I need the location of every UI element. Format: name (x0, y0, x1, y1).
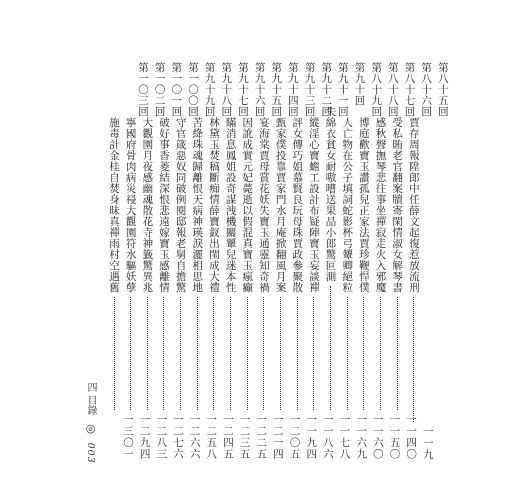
chapter-title-first: 瞞消息鳳姐設奇謀 (224, 117, 237, 205)
chapter-number: 第一〇三回 (137, 62, 149, 117)
page-number: 一三〇一 (122, 414, 134, 460)
footer-page-number: 003 (85, 442, 96, 464)
chapter-title-first: 林黛玉焚稿斷痴情 (207, 117, 220, 205)
page-number: 一一五〇 (388, 414, 401, 460)
page-number: 一一六〇 (371, 414, 384, 460)
chapter-title-second: 正家法賈珍鞭悍僕 (357, 205, 370, 293)
chapter-number: 第九十三回 (303, 62, 316, 117)
dot-leader (363, 297, 364, 410)
chapter-title-first: 甄家僕投靠賈家門 (274, 117, 287, 205)
page-number: 一一七八 (338, 414, 351, 460)
chapter-number: 第八十七回 (403, 62, 416, 117)
dot-leader (280, 297, 281, 410)
chapter-title-first: 失綿衣貧女耐嗷嘈 (324, 106, 337, 194)
chapter-number: 第九十九回 (203, 62, 216, 117)
dot-leader (213, 297, 214, 410)
dot-leader (180, 297, 181, 410)
dot-leader (230, 297, 231, 410)
dot-leader (330, 286, 331, 410)
chapter-title-first: 感秋聲撫琴悲往事 (374, 117, 387, 205)
chapter-title-second: 薛寶釵出閨成大禮 (207, 205, 220, 293)
chapter-number: 第九十回 (353, 62, 366, 106)
table-of-contents (108, 62, 449, 460)
chapter-number: 第八十六回 (420, 62, 433, 117)
page-number: 一一四〇 (405, 414, 418, 460)
chapter-title-second: 薛文起復惹放流刑 (407, 205, 420, 293)
dot-leader (397, 297, 398, 410)
chapter-title-second: 洩機關顰兒迷本性 (224, 205, 237, 293)
dot-leader (413, 297, 414, 422)
chapter-number: 第一〇〇回 (186, 62, 199, 117)
chapter-title-second: 送果品小郎驚叵測 (324, 194, 337, 282)
chapter-title-first: 縱淫心寶蟾工設計 (307, 117, 320, 205)
page-number: 一一八六 (321, 414, 334, 460)
chapter-number: 第九十一回 (336, 62, 349, 117)
chapter-title-second: 閱邸報老舅自擔驚 (174, 205, 187, 293)
chapter-title-first: 大觀園月夜感幽魂 (141, 117, 154, 205)
page-number: 一一九四 (305, 414, 318, 460)
page-number: 一二三五 (238, 414, 251, 460)
chapter-number: 第八十八回 (386, 62, 399, 117)
chapter-title-first: 宴海棠賈母賞花妖 (257, 117, 270, 205)
chapter-title-first: 施毒計金桂自焚身 (108, 117, 120, 205)
chapter-title-first: 破好事香菱結深恨 (157, 117, 170, 205)
chapter-title-second: 大觀園符水驅妖孽 (124, 205, 137, 293)
chapter-title-first: 寧國府骨肉病災祲 (124, 117, 137, 205)
chapter-title-second: 布疑陣寶玉妄談禪 (307, 205, 320, 293)
chapter-title-first: 賈存周報陞郎中任 (407, 117, 420, 205)
chapter-number: 第九十四回 (286, 62, 299, 117)
page-number: 一二九四 (138, 414, 151, 460)
chapter-title-second: 坐禪寂走火入邪魔 (374, 205, 387, 293)
chapter-title-second: 病神瑛淚灑相思地 (191, 205, 204, 293)
chapter-number: 第一〇二回 (153, 62, 166, 117)
dot-leader (347, 297, 348, 410)
footer-prefix: 四 (85, 382, 96, 392)
page-number: 一二七六 (171, 414, 184, 460)
chapter-title-second: 以假混真寶玉瘋癲 (241, 205, 254, 293)
dot-leader (247, 297, 248, 410)
chapter-title-first: 博庭歡寶玉讚孤兒 (357, 117, 370, 205)
footer-label: 目錄 (85, 395, 96, 416)
chapter-number: 第九十六回 (253, 62, 266, 117)
dot-leader (163, 297, 164, 410)
dot-leader (380, 297, 381, 410)
page-footer (82, 382, 96, 464)
chapter-title-second: 悲遠嫁寶玉感離情 (157, 205, 170, 293)
chapter-title-second: 玩母珠賈政參聚散 (291, 205, 304, 293)
dot-leader (313, 297, 314, 410)
page-number: 一二一四 (271, 414, 284, 460)
chapter-number: 第八十五回 (436, 62, 449, 117)
page-number: 一一六九 (355, 414, 368, 460)
chapter-title-second: 水月庵掀翻風月案 (274, 205, 287, 293)
chapter-number: 第九十七回 (236, 62, 249, 117)
chapter-title-first: 守官箴惡奴同破例 (174, 117, 187, 205)
ring-ornament: ◎ (84, 422, 97, 436)
dot-leader (197, 297, 198, 410)
chapter-number: 第九十二回 (320, 62, 333, 117)
page-number: 一二六六 (188, 414, 201, 460)
page-number: 一二〇五 (288, 414, 301, 460)
chapter-number: 第九十八回 (220, 62, 233, 117)
chapter-title-first: 苦絳珠魂歸離恨天 (191, 117, 204, 205)
page-number: 一二八三 (155, 414, 168, 460)
chapter-title-second: 散花寺神籤驚異兆 (141, 205, 154, 293)
dot-leader (130, 297, 131, 410)
chapter-number: 第八十九回 (370, 62, 383, 117)
chapter-title-second: 蛇影杯弓顰卿絕粒 (341, 205, 354, 293)
chapter-number: 第一〇一回 (170, 62, 183, 117)
page-number: 一二五八 (205, 414, 218, 460)
chapter-title-second: 昧真禪雨村空遇舊 (108, 205, 120, 293)
chapter-title-first: 因訛成實元妃薨逝 (241, 117, 254, 205)
chapter-title-first: 人亡物在公子填詞 (341, 117, 354, 205)
chapter-title-first: 受私賄老官翻案牘 (391, 117, 404, 205)
dot-leader (114, 297, 115, 410)
chapter-title-first: 評女傳巧姐慕賢良 (291, 117, 304, 205)
chapter-title-second: 失寶玉通靈知奇禍 (257, 205, 270, 293)
dot-leader (263, 297, 264, 410)
page-number: 一一九 (421, 425, 434, 460)
chapter-number: 第九十五回 (270, 62, 283, 117)
dot-leader (147, 297, 148, 410)
page-number: 一二二五 (255, 414, 268, 460)
chapter-title-second: 寄閑情淑女解琴書 (391, 205, 404, 293)
page-number: 一二四五 (221, 414, 234, 460)
dot-leader (297, 297, 298, 410)
